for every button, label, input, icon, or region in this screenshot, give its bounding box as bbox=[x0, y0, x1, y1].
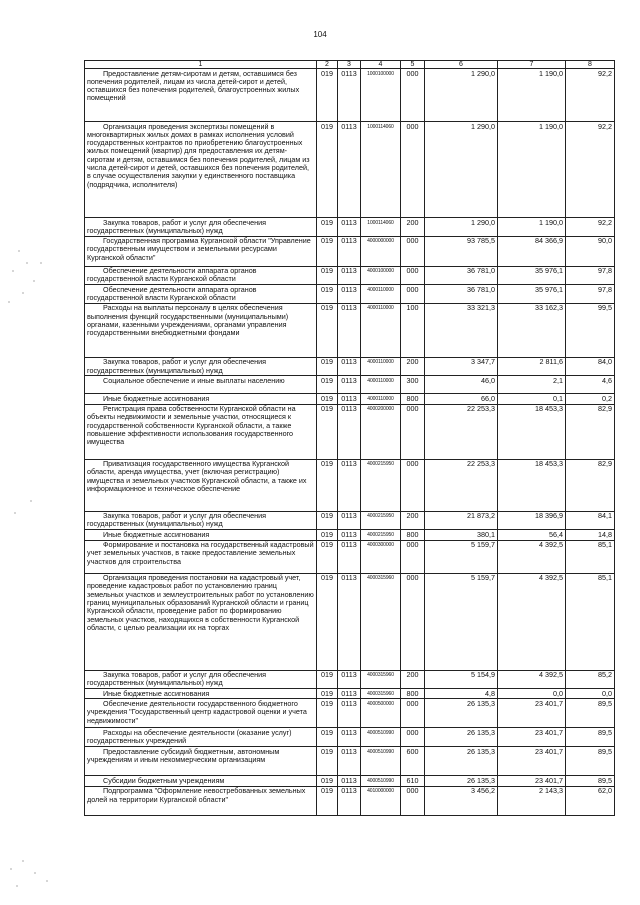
execution-percent: 97,8 bbox=[566, 285, 615, 304]
expense-type-code: 200 bbox=[401, 357, 425, 376]
executed-amount: 23 401,7 bbox=[498, 747, 566, 776]
executed-amount: 1 190,0 bbox=[498, 122, 566, 218]
scan-speck bbox=[16, 885, 18, 887]
table-row bbox=[85, 540, 615, 573]
ministry-code: 019 bbox=[317, 357, 338, 376]
planned-amount: 1 290,0 bbox=[425, 218, 498, 237]
executed-amount: 1 190,0 bbox=[498, 69, 566, 122]
execution-percent: 82,9 bbox=[566, 459, 615, 511]
execution-percent: 4,6 bbox=[566, 376, 615, 394]
execution-percent: 14,8 bbox=[566, 530, 615, 540]
execution-percent: 84,0 bbox=[566, 357, 615, 376]
planned-amount: 3 347,7 bbox=[425, 357, 498, 376]
planned-amount: 5 159,7 bbox=[425, 540, 498, 573]
execution-percent: 92,2 bbox=[566, 218, 615, 237]
target-article-code: 4000315960 bbox=[361, 689, 401, 699]
execution-percent: 92,2 bbox=[566, 69, 615, 122]
row-name: Подпрограмма "Оформление невостребованных земельных долей на территории Курганской области" bbox=[85, 786, 317, 815]
row-name: Организация проведения постановки на кадастровый учет, проведение кадастровых работ по установлению границ земельных участков и землеустроительных работ по установлению границ муниципальных образований Курганской области и границ Курганской области, проведение работ по формированию земельных участков, находящихся в собственности Курганской области, с целью реализации их на торгах bbox=[85, 573, 317, 670]
column-number: 4 bbox=[361, 61, 401, 69]
table-row bbox=[85, 394, 615, 404]
scan-speck bbox=[34, 872, 36, 874]
expense-type-code: 000 bbox=[401, 122, 425, 218]
ministry-code: 019 bbox=[317, 573, 338, 670]
executed-amount: 23 401,7 bbox=[498, 699, 566, 728]
execution-percent: 85,2 bbox=[566, 670, 615, 689]
ministry-code: 019 bbox=[317, 394, 338, 404]
expense-type-code: 000 bbox=[401, 786, 425, 815]
expense-type-code: 000 bbox=[401, 540, 425, 573]
scan-speck bbox=[46, 880, 48, 882]
executed-amount: 33 162,3 bbox=[498, 303, 566, 357]
planned-amount: 5 159,7 bbox=[425, 573, 498, 670]
target-article-code: 4000110000 bbox=[361, 394, 401, 404]
planned-amount: 26 135,3 bbox=[425, 776, 498, 786]
expense-type-code: 200 bbox=[401, 511, 425, 530]
expense-type-code: 800 bbox=[401, 689, 425, 699]
execution-percent: 0,2 bbox=[566, 394, 615, 404]
expense-type-code: 100 bbox=[401, 303, 425, 357]
column-number: 2 bbox=[317, 61, 338, 69]
planned-amount: 36 781,0 bbox=[425, 266, 498, 285]
section-code: 0113 bbox=[338, 540, 361, 573]
page-number: 104 bbox=[313, 30, 327, 39]
section-code: 0113 bbox=[338, 376, 361, 394]
row-name: Обеспечение деятельности аппарата органов государственной власти Курганской области bbox=[85, 266, 317, 285]
ministry-code: 019 bbox=[317, 540, 338, 573]
target-article-code: 4000000000 bbox=[361, 236, 401, 266]
scan-speck bbox=[10, 868, 12, 870]
scan-speck bbox=[18, 250, 20, 252]
expense-type-code: 000 bbox=[401, 728, 425, 747]
table-row bbox=[85, 786, 615, 815]
row-name: Организация проведения экспертизы помещений в многоквартирных жилых домах в рамках исполнения условий государственных контрактов по приобретению благоустроенных жилых помещений (квартир) для предоставления их детям-сиротам и детям, оставшимся без попечения родителей, лицам из числа детей-сирот и детей, оставшихся без попечения родителей, в случае осуществления закупки у единственного поставщика (подрядчика, исполнителя) bbox=[85, 122, 317, 218]
table-row bbox=[85, 357, 615, 376]
planned-amount: 93 785,5 bbox=[425, 236, 498, 266]
section-code: 0113 bbox=[338, 459, 361, 511]
column-number: 8 bbox=[566, 61, 615, 69]
table-row bbox=[85, 266, 615, 285]
table-row bbox=[85, 530, 615, 540]
row-name: Расходы на обеспечение деятельности (оказание услуг) государственных учреждений bbox=[85, 728, 317, 747]
section-code: 0113 bbox=[338, 728, 361, 747]
execution-percent: 90,0 bbox=[566, 236, 615, 266]
executed-amount: 18 453,3 bbox=[498, 459, 566, 511]
target-article-code: 4000110000 bbox=[361, 285, 401, 304]
target-article-code: 4000510990 bbox=[361, 747, 401, 776]
column-number: 6 bbox=[425, 61, 498, 69]
row-name: Иные бюджетные ассигнования bbox=[85, 394, 317, 404]
section-code: 0113 bbox=[338, 394, 361, 404]
budget-table bbox=[84, 60, 615, 816]
expense-type-code: 200 bbox=[401, 670, 425, 689]
table-row bbox=[85, 776, 615, 786]
row-name: Регистрация права собственности Курганской области на объекты недвижимости и земельные участки, относящиеся к государственной собственности Курганской области, а также повышение эффективности использования государственного имущества bbox=[85, 404, 317, 459]
section-code: 0113 bbox=[338, 670, 361, 689]
table-header bbox=[85, 61, 615, 69]
row-name: Предоставление детям-сиротам и детям, оставшимся без попечения родителей, лицам из числа детей-сирот и детей, оставшихся без попечения родителей, благоустроенных жилых помещений bbox=[85, 69, 317, 122]
table-row bbox=[85, 218, 615, 237]
scan-speck bbox=[40, 262, 42, 264]
planned-amount: 36 781,0 bbox=[425, 285, 498, 304]
target-article-code: 4000215950 bbox=[361, 511, 401, 530]
target-article-code: 4000315960 bbox=[361, 573, 401, 670]
planned-amount: 26 135,3 bbox=[425, 728, 498, 747]
execution-percent: 82,9 bbox=[566, 404, 615, 459]
ministry-code: 019 bbox=[317, 689, 338, 699]
scan-speck bbox=[30, 500, 32, 502]
expense-type-code: 000 bbox=[401, 699, 425, 728]
column-number-row bbox=[85, 61, 615, 69]
planned-amount: 66,0 bbox=[425, 394, 498, 404]
target-article-code: 4000110000 bbox=[361, 303, 401, 357]
target-article-code: 4000510990 bbox=[361, 776, 401, 786]
planned-amount: 1 290,0 bbox=[425, 69, 498, 122]
column-number: 7 bbox=[498, 61, 566, 69]
execution-percent: 97,8 bbox=[566, 266, 615, 285]
scan-speck bbox=[33, 280, 35, 282]
section-code: 0113 bbox=[338, 218, 361, 237]
executed-amount: 2,1 bbox=[498, 376, 566, 394]
section-code: 0113 bbox=[338, 689, 361, 699]
ministry-code: 019 bbox=[317, 404, 338, 459]
planned-amount: 22 253,3 bbox=[425, 404, 498, 459]
target-article-code: 4010000000 bbox=[361, 786, 401, 815]
table-row bbox=[85, 285, 615, 304]
section-code: 0113 bbox=[338, 699, 361, 728]
planned-amount: 46,0 bbox=[425, 376, 498, 394]
section-code: 0113 bbox=[338, 747, 361, 776]
table-row bbox=[85, 573, 615, 670]
row-name: Закупка товаров, работ и услуг для обеспечения государственных (муниципальных) нужд bbox=[85, 670, 317, 689]
planned-amount: 33 321,3 bbox=[425, 303, 498, 357]
target-article-code: 4000510990 bbox=[361, 728, 401, 747]
target-article-code: 4000100000 bbox=[361, 266, 401, 285]
column-number: 3 bbox=[338, 61, 361, 69]
table-row bbox=[85, 747, 615, 776]
target-article-code: 1000114060 bbox=[361, 218, 401, 237]
executed-amount: 0,1 bbox=[498, 394, 566, 404]
execution-percent: 89,5 bbox=[566, 747, 615, 776]
planned-amount: 21 873,2 bbox=[425, 511, 498, 530]
ministry-code: 019 bbox=[317, 69, 338, 122]
execution-percent: 99,5 bbox=[566, 303, 615, 357]
execution-percent: 89,5 bbox=[566, 728, 615, 747]
planned-amount: 22 253,3 bbox=[425, 459, 498, 511]
table-row bbox=[85, 404, 615, 459]
expense-type-code: 800 bbox=[401, 530, 425, 540]
executed-amount: 56,4 bbox=[498, 530, 566, 540]
scan-speck bbox=[22, 860, 24, 862]
target-article-code: 4000315960 bbox=[361, 670, 401, 689]
ministry-code: 019 bbox=[317, 376, 338, 394]
planned-amount: 5 154,9 bbox=[425, 670, 498, 689]
row-name: Формирование и постановка на государственный кадастровый учет земельных участков, в также предоставление земельных участков для строительства bbox=[85, 540, 317, 573]
section-code: 0113 bbox=[338, 511, 361, 530]
scan-speck bbox=[14, 512, 16, 514]
target-article-code: 4000300000 bbox=[361, 540, 401, 573]
row-name: Закупка товаров, работ и услуг для обеспечения государственных (муниципальных) нужд bbox=[85, 218, 317, 237]
section-code: 0113 bbox=[338, 236, 361, 266]
executed-amount: 0,0 bbox=[498, 689, 566, 699]
expense-type-code: 000 bbox=[401, 236, 425, 266]
planned-amount: 1 290,0 bbox=[425, 122, 498, 218]
executed-amount: 18 453,3 bbox=[498, 404, 566, 459]
target-article-code: 4000110000 bbox=[361, 376, 401, 394]
table-row bbox=[85, 699, 615, 728]
executed-amount: 4 392,5 bbox=[498, 573, 566, 670]
column-number: 5 bbox=[401, 61, 425, 69]
expense-type-code: 000 bbox=[401, 266, 425, 285]
table-row bbox=[85, 122, 615, 218]
ministry-code: 019 bbox=[317, 747, 338, 776]
expense-type-code: 800 bbox=[401, 394, 425, 404]
scan-speck bbox=[8, 301, 10, 303]
expense-type-code: 200 bbox=[401, 218, 425, 237]
row-name: Приватизация государственного имущества Курганской области, аренда имущества, учет (включая регистрацию) имущества и земельных участков Курганской области, а также их информационное и техническое обеспечение bbox=[85, 459, 317, 511]
expense-type-code: 300 bbox=[401, 376, 425, 394]
section-code: 0113 bbox=[338, 266, 361, 285]
expense-type-code: 000 bbox=[401, 573, 425, 670]
section-code: 0113 bbox=[338, 285, 361, 304]
execution-percent: 85,1 bbox=[566, 540, 615, 573]
execution-percent: 89,5 bbox=[566, 776, 615, 786]
row-name: Обеспечение деятельности аппарата органов государственной власти Курганской области bbox=[85, 285, 317, 304]
ministry-code: 019 bbox=[317, 699, 338, 728]
section-code: 0113 bbox=[338, 303, 361, 357]
planned-amount: 4,8 bbox=[425, 689, 498, 699]
executed-amount: 84 366,9 bbox=[498, 236, 566, 266]
execution-percent: 62,0 bbox=[566, 786, 615, 815]
table-row bbox=[85, 728, 615, 747]
section-code: 0113 bbox=[338, 530, 361, 540]
expense-type-code: 610 bbox=[401, 776, 425, 786]
table-row bbox=[85, 303, 615, 357]
ministry-code: 019 bbox=[317, 122, 338, 218]
row-name: Социальное обеспечение и иные выплаты населению bbox=[85, 376, 317, 394]
expense-type-code: 000 bbox=[401, 69, 425, 122]
section-code: 0113 bbox=[338, 786, 361, 815]
planned-amount: 380,1 bbox=[425, 530, 498, 540]
row-name: Закупка товаров, работ и услуг для обеспечения государственных (муниципальных) нужд bbox=[85, 357, 317, 376]
section-code: 0113 bbox=[338, 69, 361, 122]
expense-type-code: 600 bbox=[401, 747, 425, 776]
row-name: Субсидии бюджетным учреждениям bbox=[85, 776, 317, 786]
section-code: 0113 bbox=[338, 357, 361, 376]
table-row bbox=[85, 670, 615, 689]
ministry-code: 019 bbox=[317, 670, 338, 689]
target-article-code: 4000500000 bbox=[361, 699, 401, 728]
row-name: Предоставление субсидий бюджетным, автономным учреждениям и иным некоммерческим организациям bbox=[85, 747, 317, 776]
ministry-code: 019 bbox=[317, 786, 338, 815]
target-article-code: 4000110000 bbox=[361, 357, 401, 376]
ministry-code: 019 bbox=[317, 530, 338, 540]
target-article-code: 4000215950 bbox=[361, 459, 401, 511]
table-row bbox=[85, 376, 615, 394]
table-row bbox=[85, 459, 615, 511]
ministry-code: 019 bbox=[317, 266, 338, 285]
executed-amount: 35 976,1 bbox=[498, 285, 566, 304]
expense-type-code: 000 bbox=[401, 459, 425, 511]
expense-type-code: 000 bbox=[401, 404, 425, 459]
row-name: Расходы на выплаты персоналу в целях обеспечения выполнения функций государственными (муниципальными) органами, казенными учреждениями, органами управления государственными внебюджетными фондами bbox=[85, 303, 317, 357]
section-code: 0113 bbox=[338, 404, 361, 459]
execution-percent: 92,2 bbox=[566, 122, 615, 218]
column-number: 1 bbox=[85, 61, 317, 69]
scan-speck bbox=[22, 292, 24, 294]
execution-percent: 89,5 bbox=[566, 699, 615, 728]
table-body bbox=[85, 69, 615, 816]
ministry-code: 019 bbox=[317, 236, 338, 266]
ministry-code: 019 bbox=[317, 218, 338, 237]
section-code: 0113 bbox=[338, 122, 361, 218]
execution-percent: 85,1 bbox=[566, 573, 615, 670]
ministry-code: 019 bbox=[317, 511, 338, 530]
table-row bbox=[85, 69, 615, 122]
section-code: 0113 bbox=[338, 573, 361, 670]
executed-amount: 4 392,5 bbox=[498, 540, 566, 573]
table-row bbox=[85, 511, 615, 530]
executed-amount: 4 392,5 bbox=[498, 670, 566, 689]
ministry-code: 019 bbox=[317, 459, 338, 511]
row-name: Обеспечение деятельности государственного бюджетного учреждения "Государственный центр кадастровой оценки и учета недвижимости" bbox=[85, 699, 317, 728]
executed-amount: 2 143,3 bbox=[498, 786, 566, 815]
scan-speck bbox=[12, 270, 14, 272]
scan-speck bbox=[26, 262, 28, 264]
executed-amount: 35 976,1 bbox=[498, 266, 566, 285]
planned-amount: 3 456,2 bbox=[425, 786, 498, 815]
table-row bbox=[85, 236, 615, 266]
ministry-code: 019 bbox=[317, 285, 338, 304]
executed-amount: 2 811,6 bbox=[498, 357, 566, 376]
ministry-code: 019 bbox=[317, 776, 338, 786]
target-article-code: 4000215950 bbox=[361, 530, 401, 540]
row-name: Иные бюджетные ассигнования bbox=[85, 689, 317, 699]
executed-amount: 18 396,9 bbox=[498, 511, 566, 530]
table-row bbox=[85, 689, 615, 699]
row-name: Государственная программа Курганской области "Управление государственным имуществом и земельными ресурсами Курганской области" bbox=[85, 236, 317, 266]
execution-percent: 0,0 bbox=[566, 689, 615, 699]
executed-amount: 23 401,7 bbox=[498, 776, 566, 786]
ministry-code: 019 bbox=[317, 728, 338, 747]
executed-amount: 23 401,7 bbox=[498, 728, 566, 747]
row-name: Иные бюджетные ассигнования bbox=[85, 530, 317, 540]
target-article-code: 4000200000 bbox=[361, 404, 401, 459]
planned-amount: 26 135,3 bbox=[425, 747, 498, 776]
target-article-code: 1000114060 bbox=[361, 122, 401, 218]
target-article-code: 1000100000 bbox=[361, 69, 401, 122]
ministry-code: 019 bbox=[317, 303, 338, 357]
execution-percent: 84,1 bbox=[566, 511, 615, 530]
expense-type-code: 000 bbox=[401, 285, 425, 304]
executed-amount: 1 190,0 bbox=[498, 218, 566, 237]
row-name: Закупка товаров, работ и услуг для обеспечения государственных (муниципальных) нужд bbox=[85, 511, 317, 530]
planned-amount: 26 135,3 bbox=[425, 699, 498, 728]
section-code: 0113 bbox=[338, 776, 361, 786]
